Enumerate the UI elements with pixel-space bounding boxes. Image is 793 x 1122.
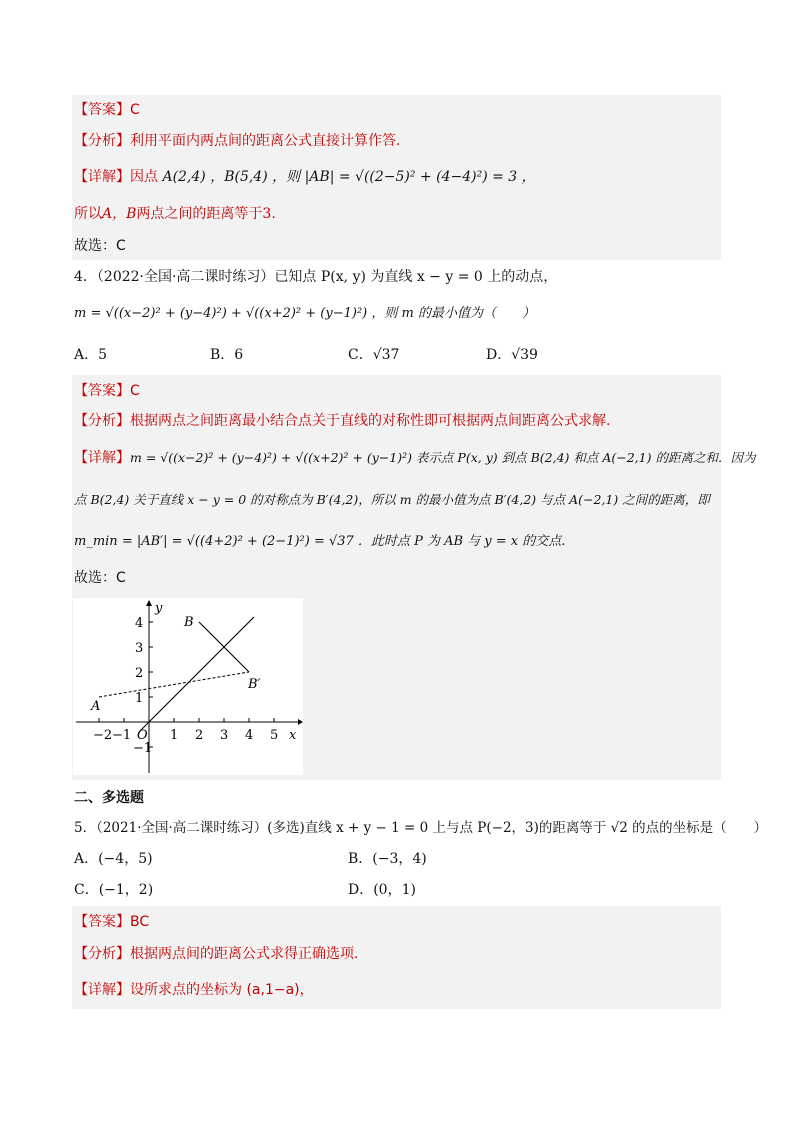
q3-analysis-line (74, 131, 400, 151)
q4-analysis-line (74, 411, 610, 431)
x-ticks (99, 718, 274, 722)
q3-detail-math: A(2,4) ，B(5,4) ，则 |AB| = √((2−5)² + (4−4)²) = 3 ， (162, 169, 536, 185)
x-tick-label-4: 4 (245, 728, 254, 743)
q5-detail-line (74, 980, 314, 1000)
detail-label: 【详解】 (74, 169, 130, 185)
analysis-label: 【分析】 (74, 133, 130, 149)
q3-choose: 故选：C (74, 238, 126, 254)
q4-detail-line2: 点 B(2,4) 关于直线 x − y = 0 的对称点为 B′(4,2)，所以 m 的最小值为点 B′(4,2) 与点 A(−2,1) 之间的距离，即 (74, 492, 710, 507)
answer-label: 【答案】 (74, 102, 130, 118)
answer-label: 【答案】 (74, 914, 130, 930)
line-y-equals-x (139, 617, 254, 732)
q4-answer-line (74, 381, 140, 401)
q4-option-b: B．6 (210, 347, 244, 363)
q3-conclusion-c: 两点之间的距离等于 (136, 206, 263, 222)
x-tick-label-3: 3 (220, 728, 229, 743)
q4-answer: C (130, 383, 140, 399)
analysis-label: 【分析】 (74, 413, 130, 429)
q4-detail-line1 (74, 448, 755, 468)
x-axis-label: x (289, 728, 297, 743)
point-bprime-label: B′ (248, 677, 261, 692)
detail-label: 【详解】 (74, 982, 130, 998)
y-tick-label-1: 1 (135, 691, 144, 706)
y-axis-arrow (146, 600, 152, 606)
y-tick-label-neg1: −1 (133, 741, 153, 756)
q4-choose: 故选：C (74, 570, 126, 586)
y-ticks (149, 622, 153, 747)
q5-analysis: 根据两点间的距离公式求得正确选项. (130, 946, 359, 962)
point-a-label: A (91, 699, 101, 714)
point-b-label: B (184, 615, 194, 630)
q5-answer: BC (130, 914, 150, 930)
x-tick-label-neg2: −2 (93, 728, 113, 743)
q3-conclusion-b: A，B (102, 206, 137, 222)
q5-option-a: A．(−4，5) (74, 851, 153, 867)
segment-a-bprime (99, 672, 249, 697)
q5-option-b: B．(−3，4) (348, 851, 427, 867)
q3-detail-prefix: 因点 (130, 169, 158, 185)
q4-graph-svg (73, 598, 303, 775)
q4-option-a: A．5 (74, 347, 108, 363)
q4-stem-line2: m = √((x−2)² + (y−4)²) + √((x+2)² + (y−1)²) ，则 m 的最小值为（ ） (74, 306, 535, 321)
x-tick-label-neg1: −1 (112, 728, 132, 743)
q4-analysis: 根据两点之间距离最小结合点关于直线的对称性即可根据两点间距离公式求解. (130, 413, 611, 429)
q4-option-c: C．√37 (348, 347, 400, 363)
q3-conclusion-a: 所以 (74, 206, 102, 222)
q5-option-c: C．(−1，2) (74, 882, 154, 898)
q5-analysis-line (74, 944, 358, 964)
q5-detail: 设所求点的坐标为 (a,1−a)， (130, 982, 314, 998)
q5-option-d: D．(0，1) (348, 882, 416, 898)
q4-stem-line1: 4．（2022·全国·高二课时练习）已知点 P(x, y) 为直线 x − y = 0 上的动点， (74, 269, 558, 285)
q4-option-d: D．√39 (486, 347, 538, 363)
q4-graph (73, 598, 303, 775)
q5-stem: 5．（2021·全国·高二课时练习）(多选)直线 x + y − 1 = 0 上与点 P(−2，3)的距离等于 √2 的点的坐标是（ ） (74, 820, 768, 836)
y-tick-label-3: 3 (135, 641, 144, 656)
q5-answer-line (74, 912, 149, 932)
x-tick-label-2: 2 (195, 728, 204, 743)
q3-answer: C (130, 102, 140, 118)
q3-detail-line (74, 167, 536, 187)
q4-detail-text1: m = √((x−2)² + (y−4)²) + √((x+2)² + (y−1)²) 表示点 P(x, y) 到点 B(2,4) 和点 A(−2,1) 的距离之和．因为 (130, 450, 756, 465)
x-axis-arrow (298, 719, 303, 725)
q3-conclusion-line (74, 204, 276, 224)
q3-conclusion-d: 3. (262, 206, 276, 222)
y-tick-label-2: 2 (135, 666, 144, 681)
section-title-multi-choice: 二、多选题 (74, 790, 144, 806)
q3-analysis: 利用平面内两点间的距离公式直接计算作答. (130, 133, 401, 149)
y-tick-label-4: 4 (135, 616, 144, 631)
x-tick-label-5: 5 (270, 728, 279, 743)
q3-answer-line (74, 100, 140, 120)
y-axis-label: y (155, 601, 163, 616)
answer-label: 【答案】 (74, 383, 130, 399)
x-tick-label-1: 1 (170, 728, 179, 743)
q4-detail-line3: m_min = |AB′| = √((4+2)² + (2−1)²) = √37 ．此时点 P 为 AB 与 y = x 的交点. (74, 534, 566, 549)
detail-label: 【详解】 (74, 450, 130, 466)
origin-label: O (137, 728, 148, 743)
analysis-label: 【分析】 (74, 946, 130, 962)
